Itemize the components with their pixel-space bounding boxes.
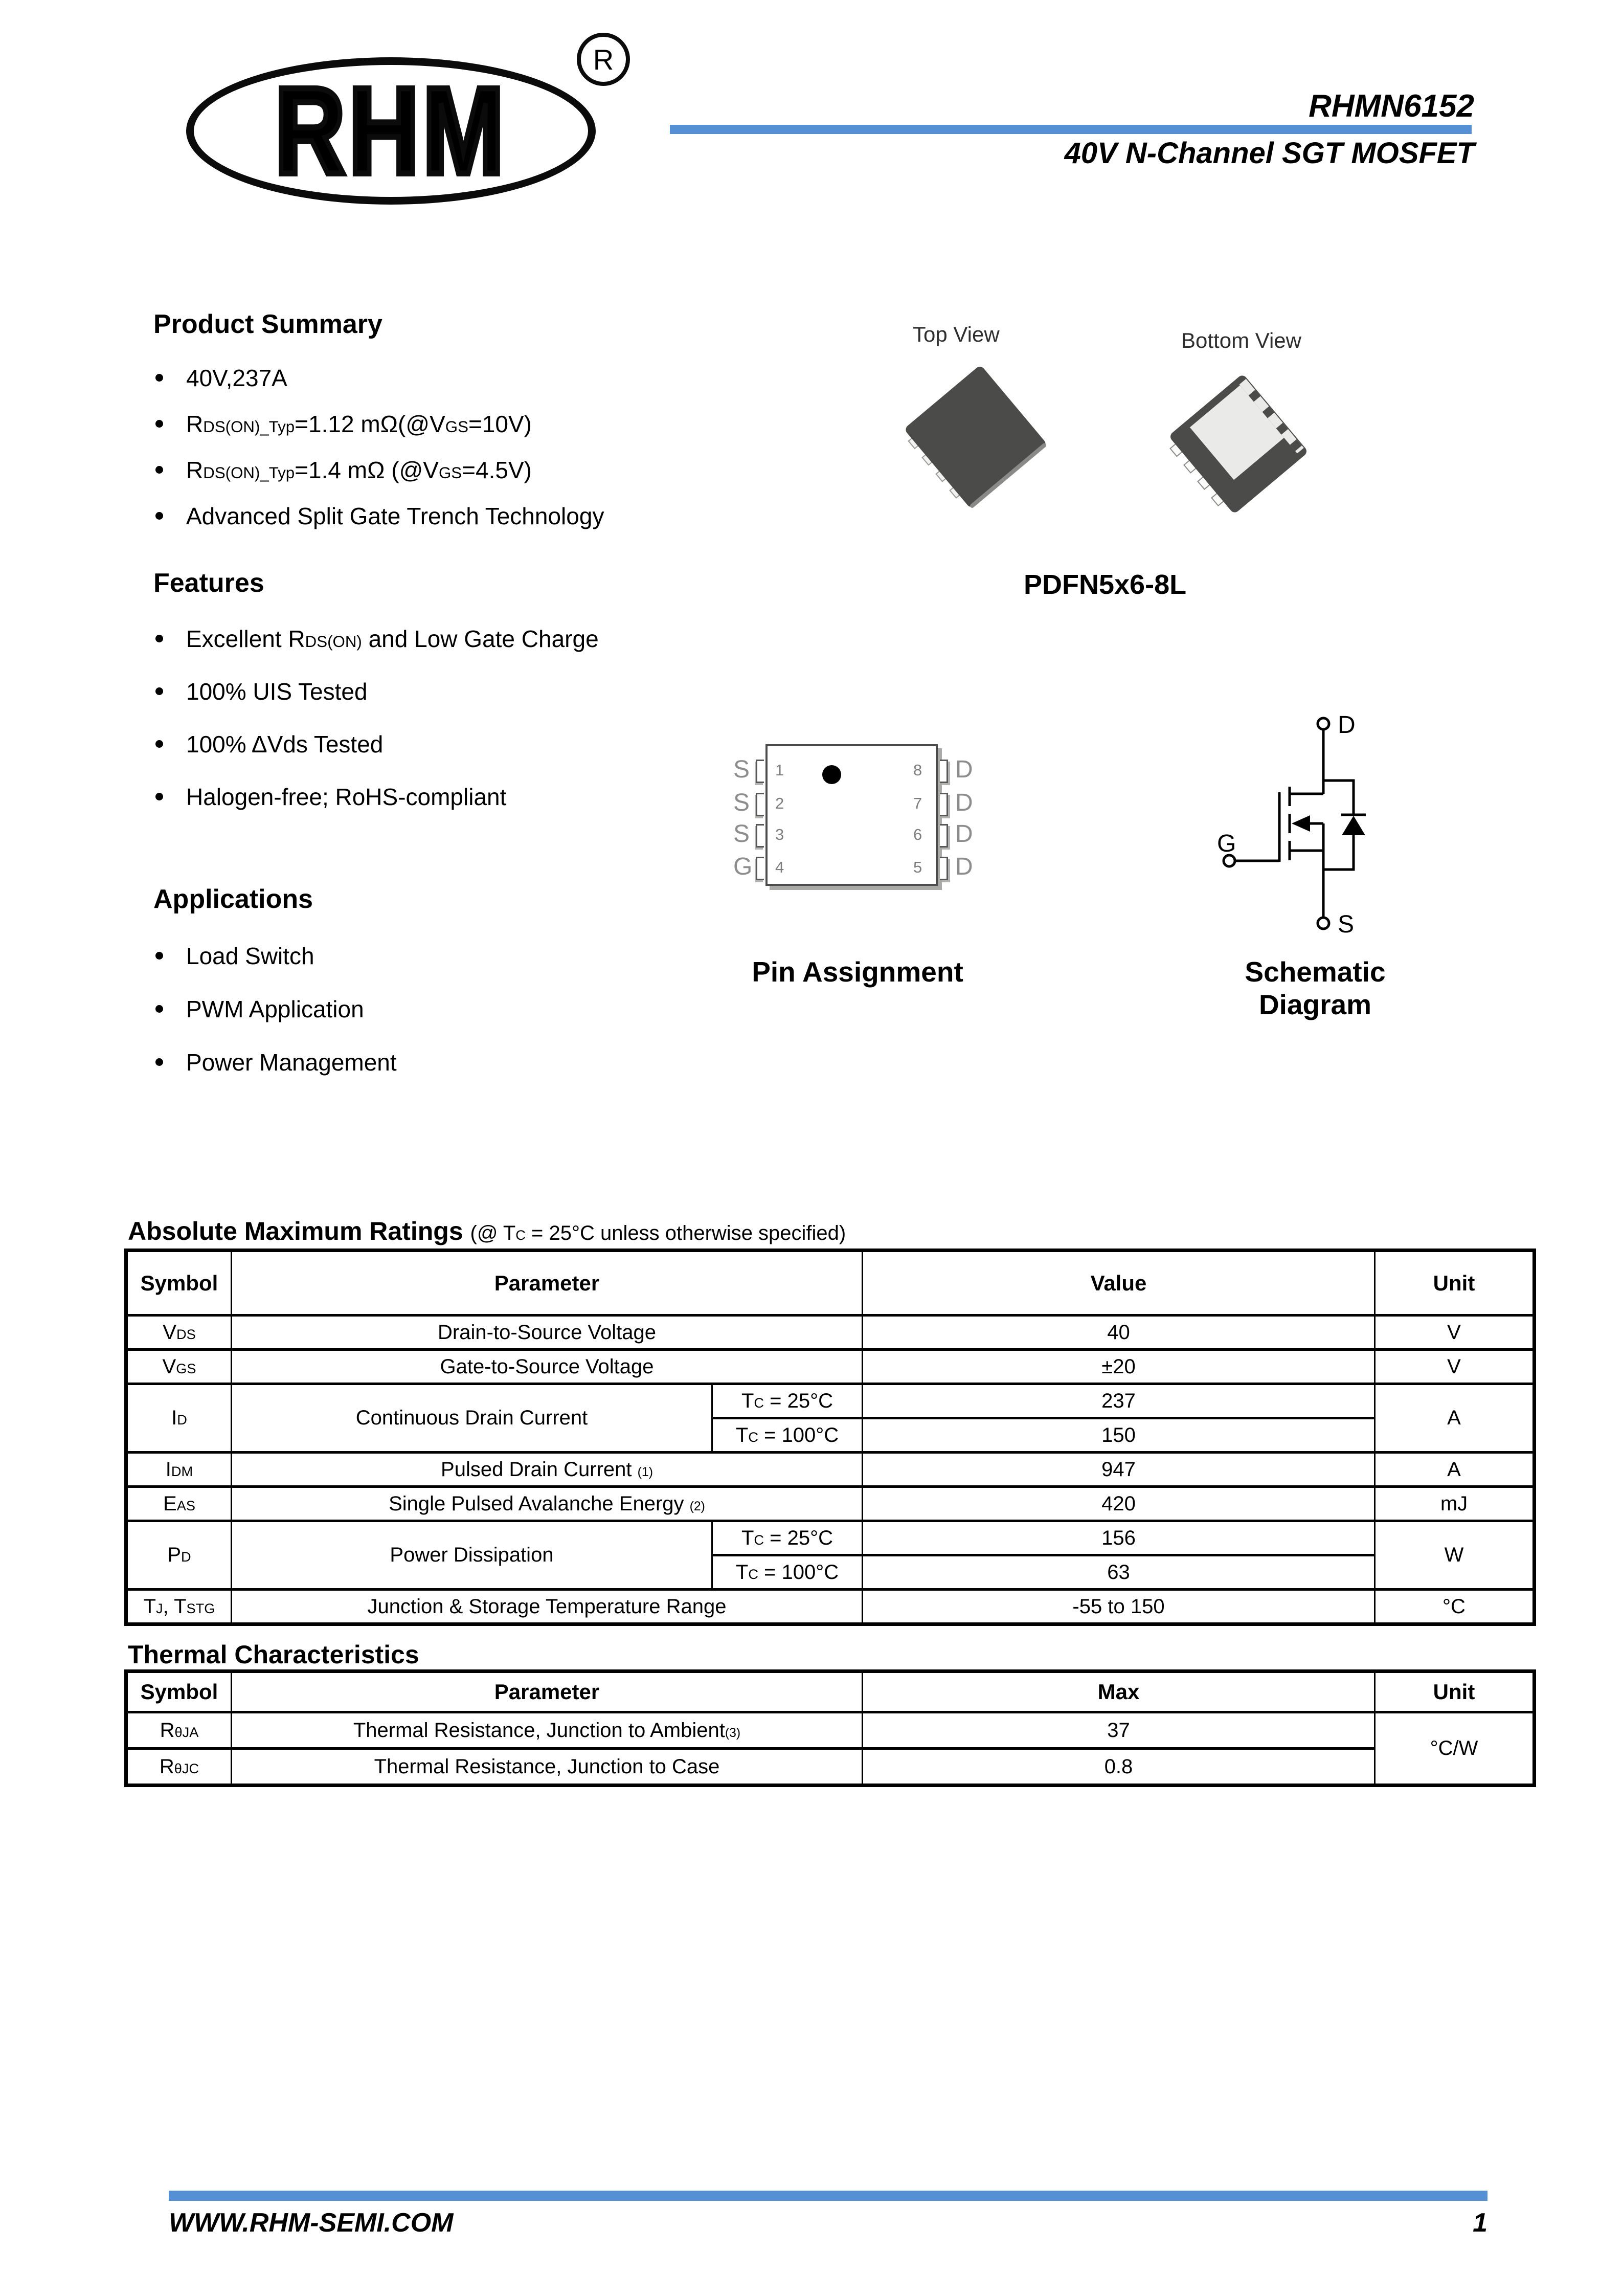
- bottom-view-label: Bottom View: [1181, 328, 1301, 352]
- pin-2-label: S: [733, 789, 750, 816]
- pin-5-label: D: [955, 853, 973, 880]
- bullet-icon: [155, 1005, 163, 1013]
- package-bottom-view-image: [1157, 359, 1320, 528]
- list-item: [153, 783, 599, 811]
- footer-website: WWW.RHM-SEMI.COM: [169, 2208, 454, 2238]
- footer-accent-bar: [169, 2191, 1487, 2201]
- table-header-row: [126, 1671, 1535, 1712]
- pin-3: [756, 824, 764, 848]
- table-row: [126, 1350, 1535, 1384]
- amr-heading-text: Absolute Maximum Ratings: [128, 1217, 463, 1245]
- table-row: [126, 1384, 1535, 1418]
- list-item: [153, 364, 604, 392]
- col-value: Value: [863, 1251, 1375, 1316]
- pin-3-label: S: [733, 820, 750, 848]
- max-cell: 37: [863, 1712, 1375, 1749]
- header-accent-bar: [670, 125, 1472, 134]
- page-title: 40V N-Channel SGT MOSFET: [1064, 137, 1475, 170]
- registered-trademark-icon: R: [577, 33, 630, 86]
- table-row: [126, 1487, 1535, 1521]
- bullet-icon: [155, 952, 163, 960]
- pin-6-label: D: [955, 820, 973, 848]
- bullet-icon: [155, 374, 163, 382]
- parameter-cell: Drain-to-Source Voltage: [232, 1316, 863, 1350]
- list-item-text: 100% UIS Tested: [186, 678, 368, 705]
- bullet-icon: [155, 466, 163, 474]
- value-cell: ±20: [863, 1350, 1375, 1384]
- bullet-icon: [155, 635, 163, 642]
- pin-8-number: 8: [913, 761, 922, 779]
- list-item: [153, 942, 397, 970]
- thermal-heading-text: Thermal Characteristics: [128, 1640, 419, 1669]
- unit-cell: V: [1375, 1350, 1535, 1384]
- bullet-icon: [155, 1058, 163, 1066]
- pin-7-label: D: [955, 789, 973, 816]
- list-item: [153, 410, 604, 438]
- thermal-heading: [128, 1641, 419, 1669]
- features-list: [153, 625, 599, 811]
- source-terminal-icon: [1318, 918, 1329, 929]
- table-row: [126, 1712, 1535, 1749]
- value-cell: 237: [863, 1384, 1375, 1418]
- unit-cell: °C: [1375, 1590, 1535, 1624]
- col-parameter: Parameter: [232, 1251, 863, 1316]
- value-cell: 150: [863, 1418, 1375, 1453]
- drain-terminal-icon: [1318, 718, 1329, 729]
- pin-4-label: G: [733, 853, 753, 880]
- unit-cell: W: [1375, 1521, 1535, 1590]
- pin-2: [756, 793, 764, 816]
- pin-5-number: 5: [913, 858, 922, 876]
- parameter-cell: Gate-to-Source Voltage: [232, 1350, 863, 1384]
- symbol-cell: $V_{DS}$: [126, 1316, 232, 1350]
- features-section: [153, 569, 599, 835]
- parameter-cell: Junction & Storage Temperature Range: [232, 1590, 863, 1624]
- package-body: [904, 365, 1047, 509]
- symbol-cell: $R_{\theta JA}$: [126, 1712, 232, 1749]
- absolute-maximum-ratings-table: [124, 1249, 1536, 1626]
- symbol-cell: $I_D$: [126, 1384, 232, 1453]
- pin-1: [756, 760, 764, 783]
- col-unit: Unit: [1375, 1251, 1535, 1316]
- list-item-text: Advanced Split Gate Trench Technology: [186, 503, 604, 530]
- bullet-icon: [155, 793, 163, 800]
- symbol-cell: $P_D$: [126, 1521, 232, 1590]
- mosfet-schematic-image: [1191, 680, 1549, 967]
- applications-heading: Applications: [153, 884, 313, 914]
- max-cell: 0.8: [863, 1749, 1375, 1786]
- parameter-cell: Continuous Drain Current: [232, 1384, 712, 1453]
- product-summary-heading: Product Summary: [153, 309, 382, 339]
- list-item-text: 40V,237A: [186, 365, 287, 392]
- bullet-icon: [155, 512, 163, 520]
- value-cell: 40: [863, 1316, 1375, 1350]
- unit-cell: A: [1375, 1384, 1535, 1453]
- list-item: [153, 730, 599, 759]
- source-label: S: [1338, 911, 1355, 938]
- list-item-text: $R_{DS(ON)\_Typ}=1.12$ $m\Omega(@V_{GS}=10V)$: [186, 411, 532, 438]
- symbol-cell: $T_J$, $T_{STG}$: [126, 1590, 232, 1624]
- page-number: 1: [1473, 2208, 1487, 2238]
- col-parameter: Parameter: [232, 1671, 863, 1712]
- product-summary-section: [153, 310, 604, 548]
- bullet-icon: [155, 687, 163, 695]
- pin-2-number: 2: [775, 794, 784, 812]
- table-row: [126, 1316, 1535, 1350]
- rhm-logo: [186, 57, 596, 205]
- pin-7: [940, 793, 948, 816]
- value-cell: 947: [863, 1453, 1375, 1487]
- pin-7-number: 7: [913, 794, 922, 812]
- condition-cell: $T_C = 25^\circ C$: [712, 1521, 863, 1555]
- value-cell: 63: [863, 1555, 1375, 1590]
- package-top-view-image: [894, 356, 1057, 520]
- col-max: Max: [863, 1671, 1375, 1712]
- schematic-caption: Schematic Diagram: [1245, 956, 1386, 1020]
- pin-6: [940, 824, 948, 848]
- col-unit: Unit: [1375, 1671, 1535, 1712]
- parameter-cell: Power Dissipation: [232, 1521, 712, 1590]
- product-summary-list: [153, 364, 604, 530]
- pin-1-number: 1: [775, 761, 784, 779]
- condition-cell: $T_C = 100^\circ C$: [712, 1418, 863, 1453]
- body-diode-icon: [1342, 816, 1365, 835]
- table-row: [126, 1749, 1535, 1786]
- unit-cell: V: [1375, 1316, 1535, 1350]
- list-item-text: 100% ΔVds Tested: [186, 731, 384, 758]
- table-row: [126, 1590, 1535, 1624]
- list-item: [153, 995, 397, 1023]
- pin-8: [940, 760, 948, 783]
- pin-1-label: S: [733, 756, 750, 783]
- pin-assignment-body: [765, 744, 938, 886]
- pin-5: [940, 857, 948, 880]
- amr-heading-note: (@ $T_C = 25^\circ C$ unless otherwise specified): [470, 1222, 846, 1244]
- pin-4-number: 4: [775, 858, 784, 876]
- amr-heading: [128, 1217, 846, 1245]
- col-symbol: Symbol: [126, 1251, 232, 1316]
- thermal-characteristics-table: [124, 1669, 1536, 1787]
- unit-cell: °C/W: [1375, 1712, 1535, 1786]
- applications-section: [153, 885, 397, 1101]
- list-item-text: Power Management: [186, 1049, 397, 1076]
- package-name: PDFN5x6-8L: [1024, 569, 1187, 600]
- table-row: [126, 1521, 1535, 1555]
- list-item: [153, 677, 599, 706]
- col-symbol: Symbol: [126, 1671, 232, 1712]
- parameter-cell: Thermal Resistance, Junction to Ambient$^{(3)}$: [232, 1712, 863, 1749]
- features-heading: Features: [153, 568, 264, 598]
- bullet-icon: [155, 420, 163, 428]
- mosfet-body-arrow-icon: [1292, 815, 1310, 832]
- symbol-cell: $I_{DM}$: [126, 1453, 232, 1487]
- pin-assignment-figure: [731, 739, 997, 898]
- drain-label: D: [1338, 711, 1356, 739]
- unit-cell: mJ: [1375, 1487, 1535, 1521]
- pin-assignment-caption: Pin Assignment: [752, 956, 963, 988]
- list-item: [153, 1048, 397, 1077]
- parameter-cell: Pulsed Drain Current $^{(1)}$: [232, 1453, 863, 1487]
- list-item-text: PWM Application: [186, 996, 364, 1023]
- list-item: [153, 625, 599, 653]
- parameter-cell: Thermal Resistance, Junction to Case: [232, 1749, 863, 1786]
- symbol-cell: $E_{AS}$: [126, 1487, 232, 1521]
- gate-label: G: [1217, 830, 1236, 857]
- pin-6-number: 6: [913, 826, 922, 843]
- list-item-text: Excellent $R_{DS(ON)}$ and Low Gate Charge: [186, 626, 599, 653]
- table-header-row: [126, 1251, 1535, 1316]
- pin1-marker-dot: [822, 765, 841, 784]
- value-cell: 420: [863, 1487, 1375, 1521]
- symbol-cell: $V_{GS}$: [126, 1350, 232, 1384]
- unit-cell: A: [1375, 1453, 1535, 1487]
- table-row: [126, 1453, 1535, 1487]
- pin-3-number: 3: [775, 826, 784, 843]
- bullet-icon: [155, 740, 163, 748]
- pin-4: [756, 857, 764, 880]
- symbol-cell: $R_{\theta JC}$: [126, 1749, 232, 1786]
- list-item-text: Halogen-free; RoHS-compliant: [186, 784, 507, 811]
- top-view-label: Top View: [913, 322, 1000, 346]
- part-number: RHMN6152: [1309, 88, 1474, 124]
- pin-8-label: D: [955, 756, 973, 783]
- value-cell: 156: [863, 1521, 1375, 1555]
- list-item-text: Load Switch: [186, 943, 314, 970]
- parameter-cell: Single Pulsed Avalanche Energy $^{(2)}$: [232, 1487, 863, 1521]
- rhm-logo-text: RHM: [274, 61, 508, 200]
- condition-cell: $T_C = 25^\circ C$: [712, 1384, 863, 1418]
- applications-list: [153, 942, 397, 1077]
- list-item-text: $R_{DS(ON)\_Typ}=1.4$ mΩ $(@V_{GS}=4.5V)$: [186, 457, 532, 484]
- list-item: [153, 502, 604, 530]
- value-cell: -55 to 150: [863, 1590, 1375, 1624]
- list-item: [153, 456, 604, 484]
- condition-cell: $T_C = 100^\circ C$: [712, 1555, 863, 1590]
